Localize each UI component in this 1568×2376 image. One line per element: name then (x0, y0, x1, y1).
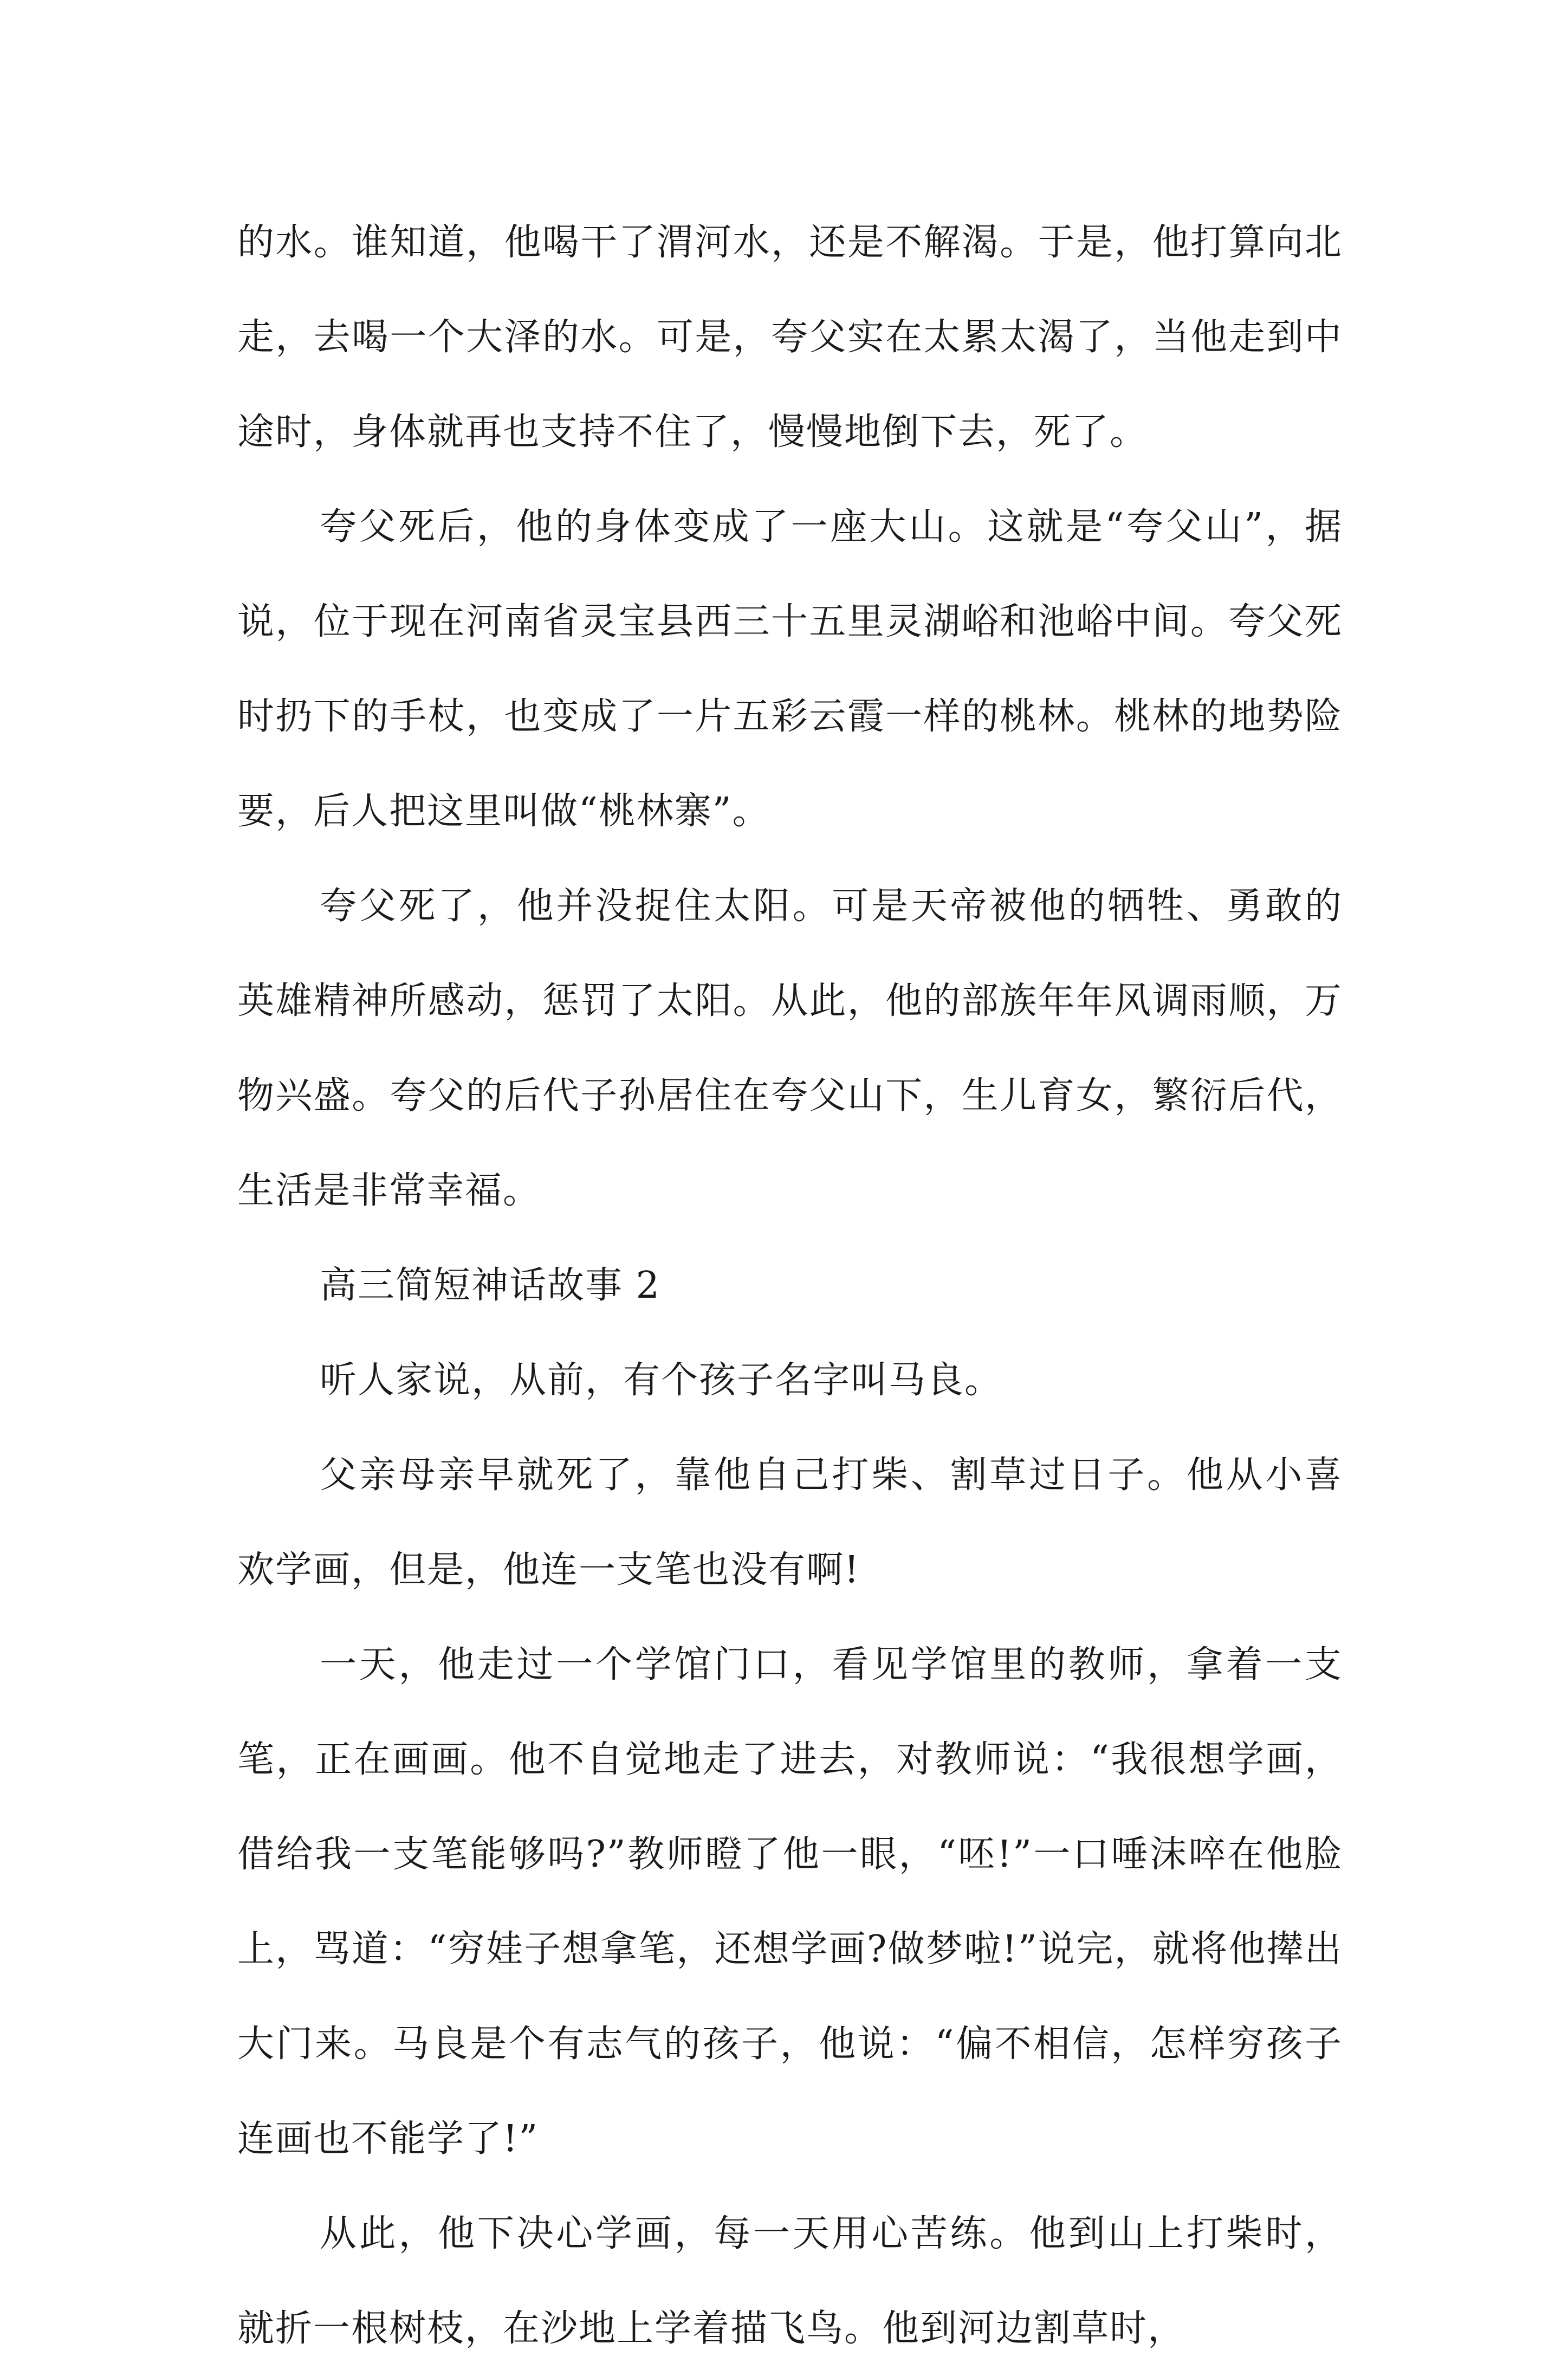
paragraph-maliang-childhood: 父亲母亲早就死了，靠他自己打柴、割草过日子。他从小喜欢学画，但是，他连一支笔也没有啊! (237, 1454, 1343, 1591)
paragraph-maliang-intro: 听人家说，从前，有个孩子名字叫马良。 (320, 1359, 1003, 1402)
paragraph-kuafu-mountain: 夸父死后，他的身体变成了一座大山。这就是“夸父山”，据说，位于现在河南省灵宝县西三十五里灵湖峪和池峪中间。夸父死时扔下的手杖，也变成了一片五彩云霞一样的桃林。桃林的地势险要，后人把这里叫做“桃林寨”。 (237, 506, 1343, 833)
paragraph-kuafu-ending: 夸父死了，他并没捉住太阳。可是天帝被他的牺牲、勇敢的英雄精神所感动，惩罚了太阳。从此，他的部族年年风调雨顺，万物兴盛。夸父的后代子孙居住在夸父山下，生儿育女，繁衍后代，生活是非常幸福。 (237, 885, 1343, 1212)
paragraph-maliang-teacher: 一天，他走过一个学馆门口，看见学馆里的教师，拿着一支笔，正在画画。他不自觉地走了进去，对教师说：“我很想学画，借给我一支笔能够吗?”教师瞪了他一眼，“呸!”一口唾沫啐在他脸上，骂道：“穷娃子想拿笔，还想学画?做梦啦!”说完，就将他撵出大门来。马良是个有志气的孩子，他说：“偏不相信，怎样穷孩子连画也不能学了!” (237, 1643, 1343, 2160)
body-text (237, 195, 1343, 2376)
story-heading: 高三简短神话故事 2 (320, 1264, 660, 1307)
paragraph-maliang-practice: 从此，他下决心学画，每一天用心苦练。他到山上打柴时，就折一根树枝，在沙地上学着描飞鸟。他到河边割草时， (237, 2212, 1343, 2350)
paragraph-continuation: 的水。谁知道，他喝干了渭河水，还是不解渴。于是，他打算向北走，去喝一个大泽的水。可是，夸父实在太累太渴了，当他走到中途时，身体就再也支持不住了，慢慢地倒下去，死了。 (237, 221, 1343, 454)
